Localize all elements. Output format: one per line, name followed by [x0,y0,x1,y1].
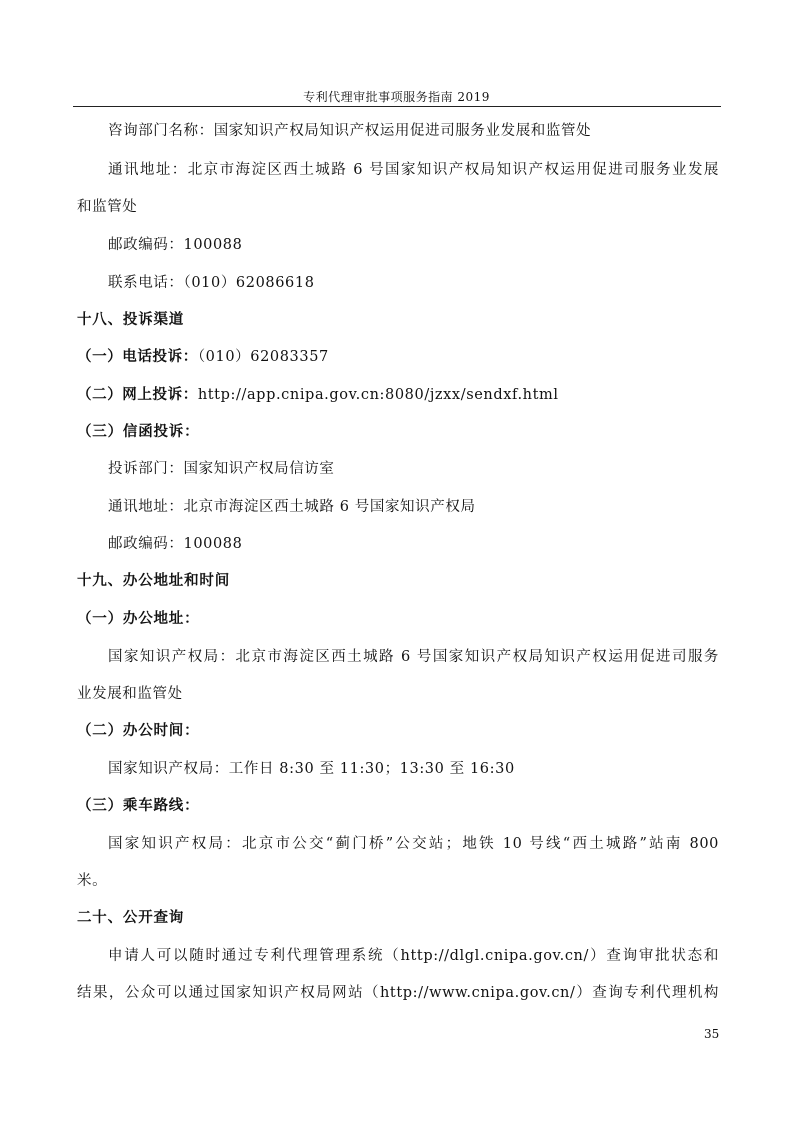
complaint-online [77,385,719,405]
section-heading-office: 十九、办公地址和时间 [77,573,230,589]
complaint-letter-dept: 投诉部门：国家知识产权局信访室 [108,461,335,477]
office-hours-value: 国家知识产权局：工作日 8:30 至 11:30；13:30 至 16:30 [108,761,515,777]
complaint-online-label: （二）网上投诉： [77,387,198,403]
header-rule [73,106,721,107]
office-address-label: （一）办公地址： [77,611,200,627]
complaint-letter-postcode: 邮政编码：100088 [108,536,243,552]
office-hours-label: （二）办公时间： [77,723,200,739]
running-header: 专利代理审批事项服务指南 2019 [303,90,490,104]
section-heading-query: 二十、公开查询 [77,910,185,926]
office-address-line2: 业发展和监管处 [77,686,183,702]
complaint-phone-label: （一）电话投诉： [77,349,198,365]
consult-phone: 联系电话：（010）62086618 [108,275,315,291]
consult-postcode: 邮政编码：100088 [108,237,243,253]
complaint-phone [77,347,719,367]
page-number: 35 [704,1027,720,1041]
section-heading-complaint: 十八、投诉渠道 [77,312,185,328]
complaint-letter-label: （三）信函投诉： [77,424,200,440]
office-transit-label: （三）乘车路线： [77,798,200,814]
consult-dept: 咨询部门名称：国家知识产权局知识产权运用促进司服务业发展和监管处 [108,123,592,139]
consult-address-line2: 和监管处 [77,199,138,215]
complaint-online-url[interactable]: http://app.cnipa.gov.cn:8080/jzxx/sendxf.html [197,387,559,403]
query-line1: 申请人可以随时通过专利代理管理系统（http://dlgl.cnipa.gov.cn/）查询审批状态和 [108,948,719,964]
complaint-letter-address: 通讯地址：北京市海淀区西土城路 6 号国家知识产权局 [108,499,476,515]
query-line2: 结果，公众可以通过国家知识产权局网站（http://www.cnipa.gov.cn/）查询专利代理机构 [77,985,719,1001]
office-address-line1: 国家知识产权局：北京市海淀区西土城路 6 号国家知识产权局知识产权运用促进司服务 [108,649,719,665]
complaint-phone-value: （010）62083357 [197,349,329,365]
consult-address-line1: 通讯地址：北京市海淀区西土城路 6 号国家知识产权局知识产权运用促进司服务业发展 [108,162,719,178]
office-transit-line2: 米。 [77,873,108,889]
office-transit-line1: 国家知识产权局：北京市公交“蓟门桥”公交站；地铁 10 号线“西土城路”站南 800 [108,836,719,852]
